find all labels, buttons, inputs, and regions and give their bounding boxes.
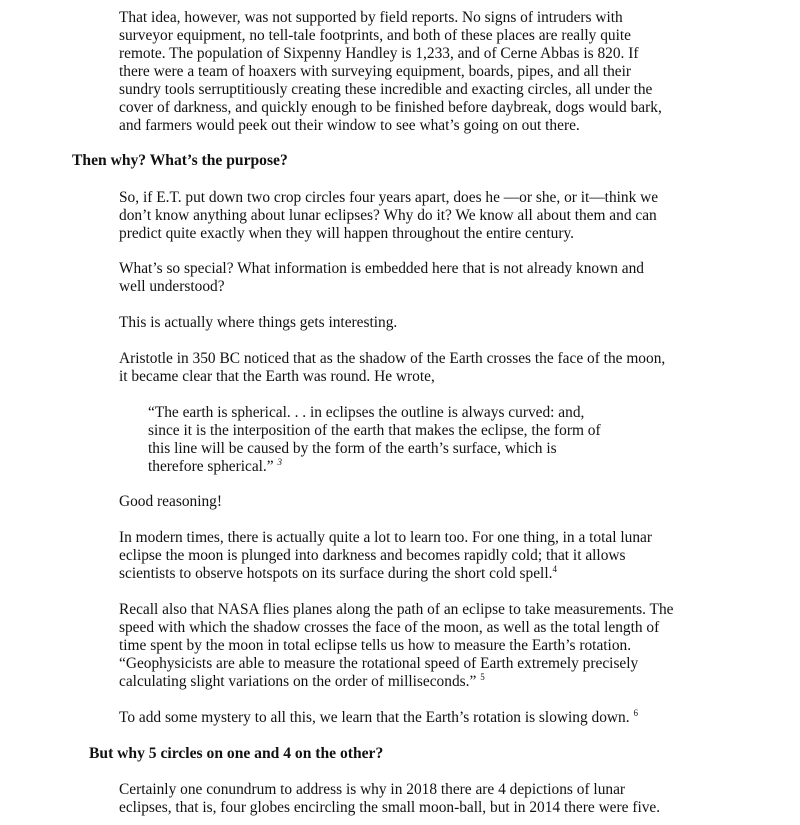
text-line <box>119 673 689 691</box>
text-line: That idea, however, was not supported by field reports. No signs of intruders with <box>119 9 623 26</box>
text-line-content: therefore spherical.” <box>148 458 274 475</box>
text-line: this line will be caused by the form of the earth’s surface, which is <box>148 440 557 457</box>
text-line <box>148 458 628 476</box>
text-line: “Geophysicists are able to measure the rotational speed of Earth extremely precisely <box>119 655 639 672</box>
text-line: eclipses, that is, four globes encircling the small moon-ball, but in 2014 there were five. <box>119 799 661 816</box>
footnote-marker[interactable]: 3 <box>277 456 282 467</box>
text-line: This is actually where things gets interesting. <box>119 314 398 331</box>
text-line: it became clear that the Earth was round. He wrote, <box>119 368 435 385</box>
text-line: remote. The population of Sixpenny Handley is 1,233, and of Cerne Abbas is 820. If <box>119 45 639 62</box>
text-line: well understood? <box>119 278 225 295</box>
paragraph-good-reasoning <box>119 493 689 511</box>
footnote-marker[interactable]: 6 <box>633 707 638 718</box>
text-line: cover of darkness, and quickly enough to be finished before daybreak, dogs would bark, <box>119 99 662 116</box>
paragraph-field-reports <box>119 9 689 135</box>
text-line: speed with which the shadow crosses the face of the moon, as well as the total length of <box>119 619 660 636</box>
text-line: What’s so special? What information is embedded here that is not already known and <box>119 260 644 277</box>
section-heading-circles: But why 5 circles on one and 4 on the other? <box>89 745 384 762</box>
text-line: surveyor equipment, no tell-tale footprints, and both of these places are really quite <box>119 27 632 44</box>
text-line-content: scientists to observe hotspots on its surface during the short cold spell. <box>119 565 553 582</box>
text-line: So, if E.T. put down two crop circles four years apart, does he —or she, or it—think we <box>119 189 659 206</box>
paragraph-aristotle <box>119 350 689 386</box>
text-line-content: To add some mystery to all this, we learn that the Earth’s rotation is slowing down. <box>119 709 630 726</box>
text-line: Recall also that NASA flies planes along the path of an eclipse to take measurements. The <box>119 601 674 618</box>
paragraph-nasa-planes <box>119 601 689 691</box>
text-line-content: calculating slight variations on the order of milliseconds.” <box>119 673 477 690</box>
text-line <box>119 709 689 727</box>
paragraph-interesting <box>119 314 689 332</box>
footnote-marker[interactable]: 5 <box>480 671 485 682</box>
section-heading-purpose: Then why? What’s the purpose? <box>72 152 288 169</box>
text-line: eclipse the moon is plunged into darkness and becomes rapidly cold; that it allows <box>119 547 626 564</box>
text-line: Good reasoning! <box>119 493 223 510</box>
paragraph-et-question <box>119 189 689 243</box>
text-line: time spent by the moon in total eclipse tells us how to measure the Earth’s rotation. <box>119 637 632 654</box>
text-line: since it is the interposition of the earth that makes the eclipse, the form of <box>148 422 601 439</box>
text-line: there were a team of hoaxers with surveying equipment, boards, pipes, and all their <box>119 63 632 80</box>
paragraph-whats-special <box>119 260 689 296</box>
text-line: Aristotle in 350 BC noticed that as the shadow of the Earth crosses the face of the moon, <box>119 350 666 367</box>
text-line: In modern times, there is actually quite a lot to learn too. For one thing, in a total lunar <box>119 529 652 546</box>
paragraph-modern-times <box>119 529 689 583</box>
text-line: and farmers would peek out their window to see what’s going on out there. <box>119 117 580 134</box>
footnote-marker[interactable]: 4 <box>552 563 557 574</box>
text-line: “The earth is spherical. . . in eclipses the outline is always curved: and, <box>148 404 585 421</box>
paragraph-rotation-slowing <box>119 709 689 727</box>
text-line: don’t know anything about lunar eclipses? Why do it? We know all about them and can <box>119 207 657 224</box>
text-line: predict quite exactly when they will happen throughout the entire century. <box>119 225 575 242</box>
text-line <box>119 565 689 583</box>
block-quote-aristotle <box>148 404 628 476</box>
text-line: sundry tools serruptitiously creating these incredible and exacting circles, all under the <box>119 81 653 98</box>
text-line: Certainly one conundrum to address is why in 2018 there are 4 depictions of lunar <box>119 781 626 798</box>
paragraph-conundrum <box>119 781 689 817</box>
